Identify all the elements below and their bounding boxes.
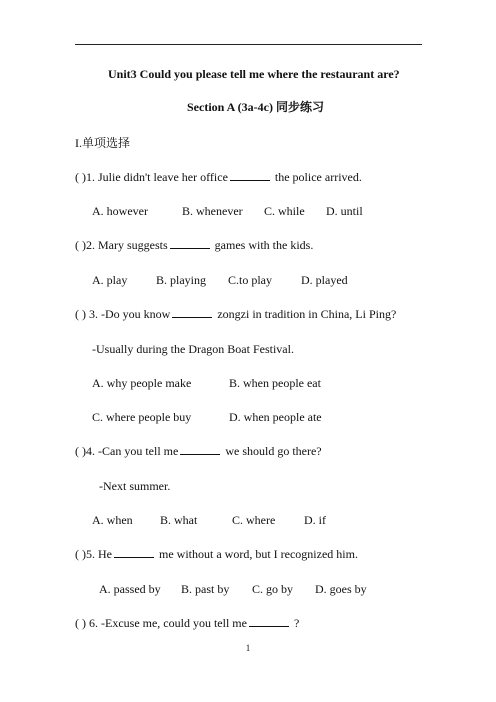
question-stem: -Can you tell me xyxy=(98,444,179,458)
question-number: ( )2. xyxy=(75,238,95,252)
question-stem: He xyxy=(98,547,112,561)
question-number: ( ) 6. xyxy=(75,616,98,630)
question-stem: -Excuse me, could you tell me xyxy=(101,616,247,630)
question-6 xyxy=(75,616,299,630)
page-number: 1 xyxy=(245,643,251,653)
option-b: B. what xyxy=(160,513,198,527)
question-2 xyxy=(75,238,313,252)
section-heading: I.单项选择 xyxy=(75,136,130,150)
question-stem-end: zongzi in tradition in China, Li Ping? xyxy=(217,307,397,321)
option-b: B. when people eat xyxy=(229,376,321,390)
option-c: C. go by xyxy=(252,582,294,596)
question-number: ( ) 3. xyxy=(75,307,98,321)
question-number: ( )5. xyxy=(75,547,95,561)
header-rule xyxy=(75,44,422,45)
answer-blank[interactable] xyxy=(230,170,270,181)
question-stem: Julie didn't leave her office xyxy=(98,170,228,184)
answer-blank[interactable] xyxy=(172,307,212,318)
question-4 xyxy=(75,444,322,458)
option-c: C. while xyxy=(264,204,305,218)
answer-blank[interactable] xyxy=(170,238,210,249)
document-title: Unit3 Could you please tell me where the restaurant are? xyxy=(108,67,400,81)
question-number: ( )4. xyxy=(75,444,95,458)
question-stem-end: the police arrived. xyxy=(274,170,362,184)
option-a: A. when xyxy=(92,513,133,527)
dialogue-reply: -Next summer. xyxy=(99,479,171,493)
question-stem-end: games with the kids. xyxy=(214,238,314,252)
question-stem-end: we should go there? xyxy=(225,444,322,458)
option-d: D. when people ate xyxy=(229,410,322,424)
dialogue-reply: -Usually during the Dragon Boat Festival. xyxy=(92,342,294,356)
question-number: ( )1. xyxy=(75,170,95,184)
answer-blank[interactable] xyxy=(249,616,289,627)
option-a: A. play xyxy=(92,273,128,287)
option-d: D. played xyxy=(301,273,348,287)
option-b: B. whenever xyxy=(182,204,243,218)
answer-blank[interactable] xyxy=(180,444,220,455)
option-b: B. past by xyxy=(181,582,230,596)
option-d: D. until xyxy=(326,204,363,218)
option-d: D. goes by xyxy=(315,582,367,596)
option-a: A. passed by xyxy=(99,582,161,596)
question-stem-end: ? xyxy=(293,616,300,630)
option-b: B. playing xyxy=(156,273,206,287)
question-1 xyxy=(75,170,362,184)
option-a: A. why people make xyxy=(92,376,192,390)
option-a: A. however xyxy=(92,204,148,218)
question-5 xyxy=(75,547,358,561)
question-3 xyxy=(75,307,396,321)
option-c: C.to play xyxy=(228,273,272,287)
question-stem: -Do you know xyxy=(101,307,171,321)
document-subtitle: Section A (3a-4c) 同步练习 xyxy=(187,100,324,114)
question-stem-end: me without a word, but I recognized him. xyxy=(159,547,358,561)
option-c: C. where xyxy=(232,513,276,527)
option-d: D. if xyxy=(304,513,326,527)
answer-blank[interactable] xyxy=(114,547,154,558)
option-c: C. where people buy xyxy=(92,410,192,424)
question-stem: Mary suggests xyxy=(98,238,168,252)
